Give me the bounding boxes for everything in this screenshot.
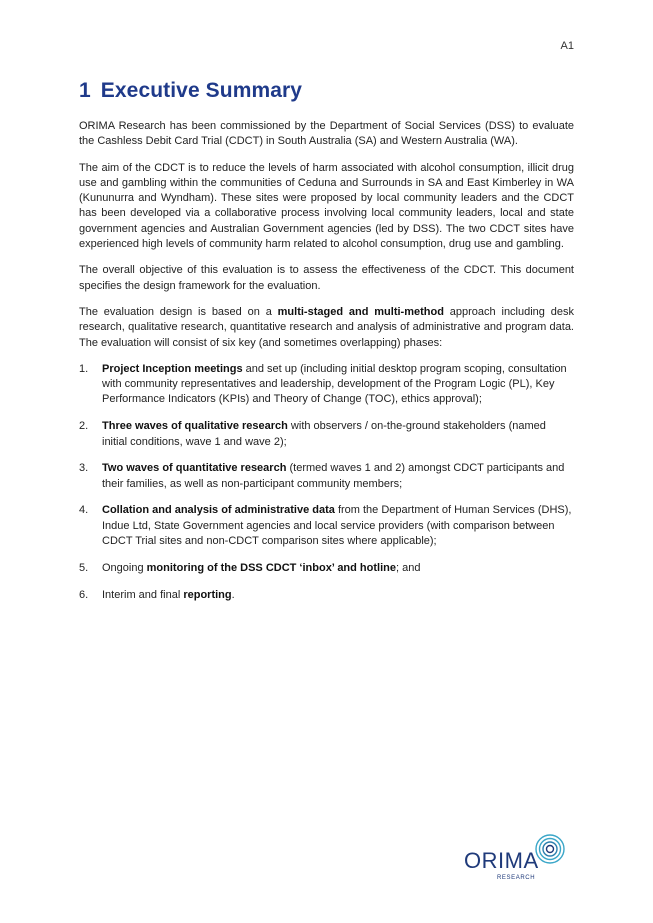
body-text bbox=[79, 119, 574, 614]
section-heading bbox=[79, 79, 302, 103]
list-item bbox=[79, 419, 574, 450]
list-text-post: (termed waves 1 and 2) amongst CDCT participants and their families, as well as non-participant community members; bbox=[102, 462, 565, 490]
list-text-post: with observers / on-the-ground stakeholders (named initial conditions, wave 1 and wave 2); bbox=[102, 420, 546, 448]
list-number: 5. bbox=[79, 561, 89, 574]
list-text-bold: Project Inception meetings bbox=[102, 362, 243, 375]
design-text-end: approach including desk research, qualitative research, quantitative research and analysis of administrative and program data. The evaluation will consist of six key (and sometimes overlapping) phases: bbox=[79, 305, 574, 349]
logo-tagline: RESEARCH bbox=[497, 875, 536, 881]
list-item bbox=[79, 561, 574, 576]
list-text-bold: monitoring of the DSS CDCT ‘inbox’ and hotline bbox=[146, 561, 396, 574]
intro-paragraph: ORIMA Research has been commissioned by the Department of Social Services (DSS) to evaluate the Cashless Debit Card Trial (CDCT) in South Australia (SA) and Western Australia (WA). bbox=[79, 120, 574, 148]
list-text-pre: Ongoing bbox=[102, 561, 147, 574]
list-text-post: and set up (including initial desktop program scoping, consultation with community representatives and leadership, development of the Program Logic (PL), Key Performance Indicators (KPIs) and Theory of Change (TOC), ethics approval); bbox=[102, 362, 567, 406]
section-number: 1 bbox=[79, 79, 91, 102]
list-text-post: ; and bbox=[395, 561, 421, 574]
phase-list bbox=[79, 362, 574, 603]
list-text-bold: Three waves of qualitative research bbox=[102, 420, 288, 433]
list-item bbox=[79, 503, 574, 549]
list-text-post: from the Department of Human Services (DHS), Indue Ltd, State Government agencies and local service providers (with comparison between CDCT Trial sites and non-CDCT comparison sites where applicable); bbox=[102, 504, 572, 548]
list-item bbox=[79, 588, 574, 603]
design-text-bold: multi-staged and multi-method bbox=[277, 305, 444, 318]
list-number: 2. bbox=[79, 420, 89, 433]
logo-wordmark: ORIMA bbox=[464, 848, 539, 873]
objective-paragraph: The overall objective of this evaluation is to assess the effectiveness of the CDCT. This document specifies the design framework for the evaluation. bbox=[79, 264, 574, 292]
design-paragraph bbox=[79, 305, 574, 351]
list-text-bold: reporting bbox=[183, 588, 232, 601]
list-item bbox=[79, 461, 574, 492]
list-text-pre: Interim and final bbox=[102, 588, 184, 601]
list-text-post: . bbox=[231, 588, 235, 601]
list-number: 1. bbox=[79, 362, 89, 375]
aim-paragraph: The aim of the CDCT is to reduce the levels of harm associated with alcohol consumption, illicit drug use and gambling within the communities of Ceduna and Surrounds in SA and East Kimberley in WA (Kununurra and Wyndham). These sites were proposed by local community leaders and the CDCT has been developed via a collaborative process involving local community leaders, local and state government agencies and Australian Government agencies (led by DSS). The two CDCT sites have experienced high levels of community harm related to alcohol consumption, drug use and gambling. bbox=[79, 161, 574, 251]
list-number: 3. bbox=[79, 462, 89, 475]
orima-logo bbox=[464, 833, 574, 883]
list-item bbox=[79, 362, 574, 408]
list-text-bold: Two waves of quantitative research bbox=[102, 462, 287, 475]
list-number: 6. bbox=[79, 588, 89, 601]
list-number: 4. bbox=[79, 504, 89, 517]
page-number: A1 bbox=[560, 40, 574, 52]
orima-emblem-icon bbox=[536, 835, 564, 863]
section-title: Executive Summary bbox=[100, 79, 303, 102]
list-text-bold: Collation and analysis of administrative data bbox=[102, 504, 335, 517]
design-text-start: The evaluation design is based on a bbox=[79, 305, 278, 318]
